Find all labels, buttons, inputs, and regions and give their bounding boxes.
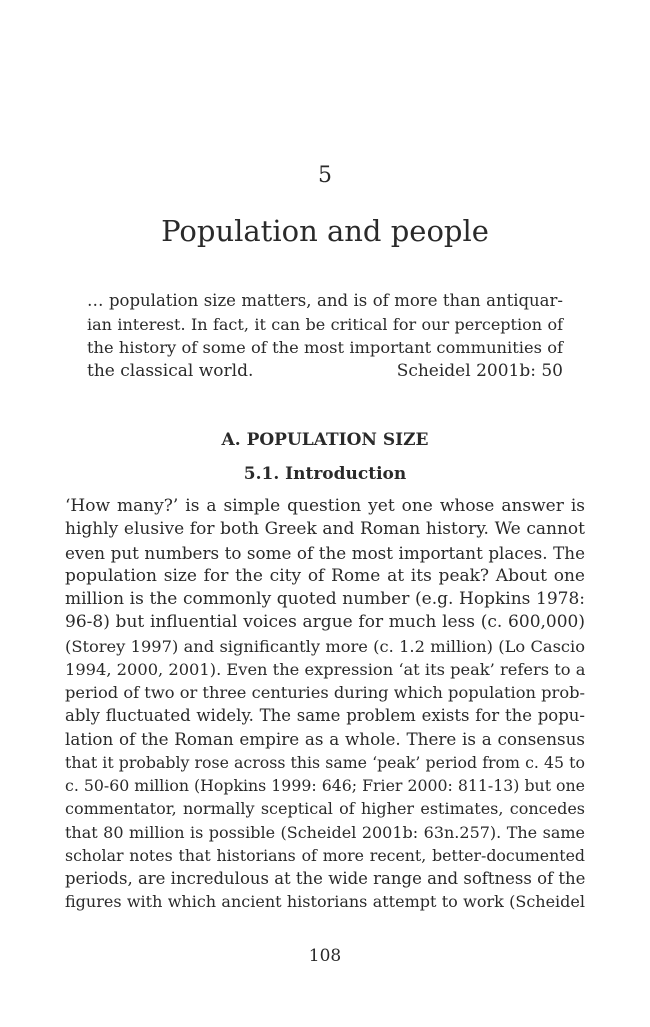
subsection-heading: 5.1. Introduction (243, 464, 407, 484)
page-number: 108 (308, 946, 342, 966)
body-line: period of two or three centuries during which population prob- (65, 683, 585, 702)
body-line: periods, are incredulous at the wide range and softness of the (65, 869, 586, 888)
body-line: million is the commonly quoted number (e.g. Hopkins 1978: (65, 589, 585, 609)
body-line: highly elusive for both Greek and Roman history. We cannot (65, 519, 585, 540)
body-line: figures with which ancient historians attempt to work (Scheidel (65, 892, 585, 912)
body-line: that 80 million is possible (Scheidel 2001b: 63n.257). The same (65, 822, 585, 842)
epigraph-last-line (87, 360, 563, 384)
body-line: 96-8) but influential voices argue for much less (c. 600,000) (65, 612, 585, 633)
body-line: lation of the Roman empire as a whole. There is a consensus (65, 728, 585, 749)
body-line: commentator, normally sceptical of higher estimates, concedes (65, 799, 585, 819)
chapter-title: Population and people (161, 214, 489, 248)
body-line: (Storey 1997) and significantly more (c. 1.2 million) (Lo Cascio (65, 636, 585, 656)
epigraph-line: the history of some of the most important communities of (87, 338, 563, 358)
body-line: ‘How many?’ is a simple question yet one whose answer is (65, 496, 585, 516)
epigraph-line: the classical world. (87, 361, 254, 382)
epigraph-line: ian interest. In fact, it can be critical for our perception of (87, 314, 563, 334)
body-text (65, 495, 585, 914)
body-line: c. 50-60 million (Hopkins 1999: 646; Frier 2000: 811-13) but one (65, 776, 585, 795)
body-line: population size for the city of Rome at its peak? About one (65, 565, 585, 586)
body-line: 1994, 2000, 2001). Even the expression ‘at its peak’ refers to a (65, 659, 586, 679)
body-line: that it probably rose across this same ‘peak’ period from c. 45 to (65, 752, 585, 772)
epigraph-line: … population size matters, and is of more than antiquar- (87, 291, 563, 310)
body-line: scholar notes that historians of more recent, better-documented (65, 845, 585, 865)
section-heading: A. POPULATION SIZE (221, 430, 429, 450)
chapter-number: 5 (318, 163, 332, 188)
epigraph-attribution: Scheidel 2001b: 50 (396, 361, 563, 382)
body-line: ably fluctuated widely. The same problem exists for the popu- (65, 706, 585, 726)
body-line: even put numbers to some of the most important places. The (65, 542, 585, 563)
epigraph (87, 289, 563, 384)
